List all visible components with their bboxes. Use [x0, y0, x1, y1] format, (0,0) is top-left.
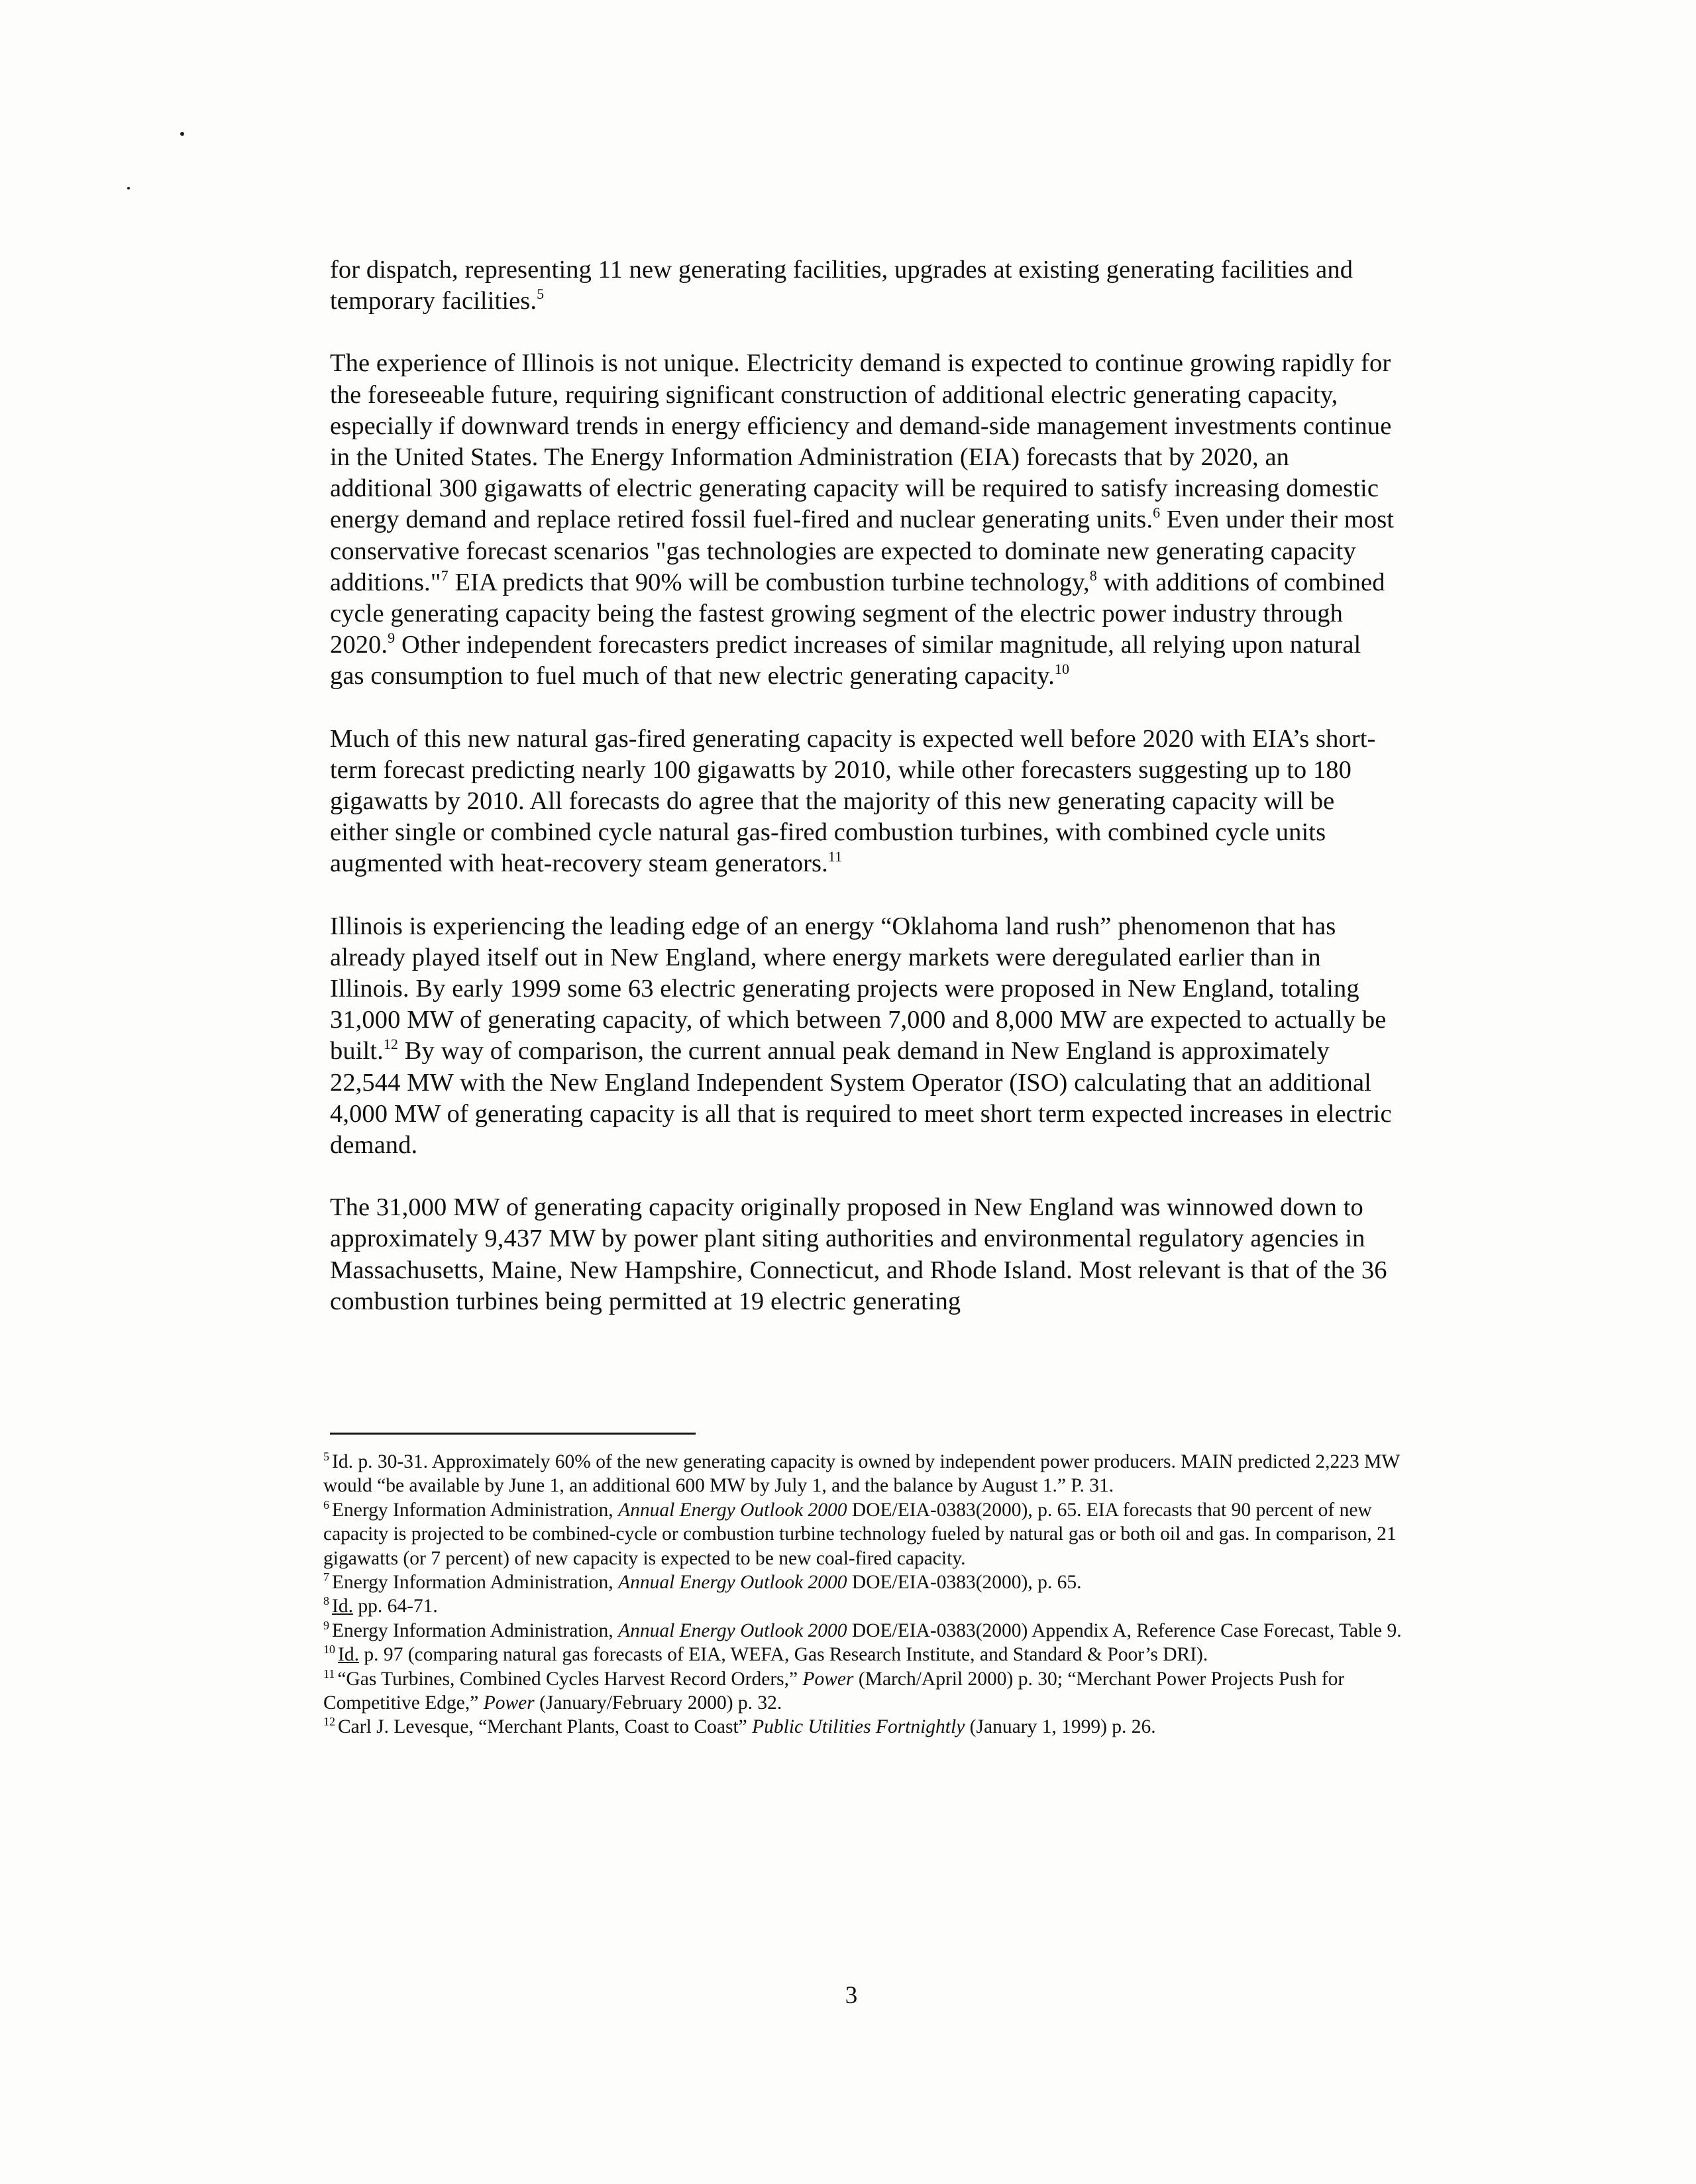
italic-title: Public Utilities Fortnightly: [752, 1716, 965, 1738]
footnote-text: pp. 64-71.: [352, 1596, 438, 1617]
italic-title: Annual Energy Outlook 2000: [618, 1499, 847, 1521]
italic-title: Annual Energy Outlook 2000: [618, 1619, 847, 1641]
footnote-marker: 12: [323, 1715, 335, 1729]
paragraph-text: Much of this new natural gas-fired generating capacity is expected well before 2020 with EIA’s short-term forecast predicting nearly 100 gigawatts by 2010, while other forecasters suggesting up to 180 gigawatts by 2010. All forecasts do agree that the majority of this new generating capacity will be either single or combined cycle natural gas-fired combustion turbines, with combined cycle units augmented with heat-recovery steam generators.: [330, 724, 1376, 878]
page-number: 3: [845, 1982, 858, 2009]
paragraph-text: EIA predicts that 90% will be combustion turbine technology,: [448, 568, 1090, 596]
paragraph-p1: [330, 254, 1397, 317]
body-text: [330, 254, 1397, 1348]
footnote-marker: 9: [388, 629, 396, 647]
paragraph-p4: [330, 911, 1397, 1162]
footnote-text: DOE/EIA-0383(2000) Appendix A, Reference Case Forecast, Table 9.: [847, 1619, 1402, 1641]
footnote-text: DOE/EIA-0383(2000), p. 65.: [847, 1572, 1082, 1594]
footnote-text: Carl J. Levesque, “Merchant Plants, Coast to Coast”: [338, 1716, 753, 1738]
footnote-marker: 6: [1153, 504, 1161, 521]
footnote-text: p. 97 (comparing natural gas forecasts of EIA, WEFA, Gas Research Institute, and Standard & Poor’s DRI).: [358, 1644, 1208, 1666]
paragraph-p3: [330, 724, 1397, 880]
paragraph-text: The 31,000 MW of generating capacity originally proposed in New England was winnowed down to approximately 9,437 MW by power plant siting authorities and environmental regulatory agencies in Massachusetts, Maine, New Hampshire, Connecticut, and Rhode Island. Most relevant is that of the 36 combustion turbines being permitted at 19 electric generating: [330, 1193, 1387, 1315]
footnote-marker: 8: [1089, 567, 1097, 584]
underlined-citation: Id.: [338, 1644, 359, 1666]
footnote-fn12: [323, 1715, 1403, 1739]
footnote-marker: 7: [441, 567, 449, 584]
footnote-marker: 5: [323, 1450, 329, 1463]
paragraph-p5: [330, 1192, 1397, 1317]
paragraph-text: Other independent forecasters predict increases of similar magnitude, all relying upon natural gas consumption to fuel much of that new electric generating capacity.: [330, 631, 1361, 690]
italic-title: Annual Energy Outlook 2000: [618, 1572, 847, 1594]
footnote-fn11: [323, 1667, 1403, 1716]
footnote-text: (January 1, 1999) p. 26.: [965, 1716, 1156, 1738]
footnote-text: “Gas Turbines, Combined Cycles Harvest Record Orders,”: [337, 1668, 803, 1690]
footnote-marker: 9: [323, 1618, 329, 1632]
italic-title: Power: [802, 1668, 854, 1690]
footnote-marker: 6: [323, 1498, 329, 1511]
footnote-fn10: [323, 1643, 1403, 1666]
footnote-fn6: [323, 1498, 1403, 1570]
footnote-separator-rule: [330, 1433, 696, 1435]
scan-speck: [127, 187, 130, 190]
footnote-text: (March/April 2000) p. 30; “Merchant Power Projects Push for Competitive Edge,”: [323, 1668, 1345, 1714]
paragraph-text: with additions of combined cycle generating capacity being the fastest growing segment of the electric power industry through 2020.: [330, 568, 1385, 659]
paragraph-text: By way of comparison, the current annual peak demand in New England is approximately 22,544 MW with the New England Independent System Operator (ISO) calculating that an additional 4,000 MW of generating capacity is all that is required to meet short term expected increases in electric demand.: [330, 1037, 1392, 1160]
paragraph-p2: [330, 348, 1397, 692]
scan-speck: [180, 132, 184, 136]
footnote-fn5: [323, 1450, 1403, 1498]
footnote-marker: 10: [1054, 661, 1070, 678]
footnote-text: Energy Information Administration,: [332, 1572, 619, 1594]
footnote-marker: 11: [827, 848, 843, 865]
paragraph-text: for dispatch, representing 11 new generating facilities, upgrades at existing generating facilities and temporary facilities.: [330, 256, 1353, 315]
footnote-fn7: [323, 1570, 1403, 1594]
underlined-citation: Id.: [332, 1596, 353, 1617]
footnote-marker: 12: [383, 1036, 399, 1053]
footnote-marker: 5: [537, 286, 545, 303]
paragraph-text: Illinois is experiencing the leading edge of an energy “Oklahoma land rush” phenomenon that has already played itself out in New England, where energy markets were deregulated earlier than in Illinois. By early 1999 some 63 electric generating projects were proposed in New England, totaling 31,000 MW of generating capacity, of which between 7,000 and 8,000 MW are expected to actually be built.: [330, 912, 1387, 1065]
italic-title: Power: [483, 1692, 535, 1714]
footnote-marker: 8: [323, 1594, 329, 1608]
footnote-text: DOE/EIA-0383(2000), p. 65. EIA forecasts that 90 percent of new capacity is projected to be combined-cycle or combustion turbine technology fueled by natural gas or both oil and gas. In comparison, 21 gigawatts (or 7 percent) of new capacity is expected to be new coal-fired capacity.: [323, 1499, 1397, 1569]
footnote-text: Energy Information Administration,: [332, 1499, 619, 1521]
footnote-text: (January/February 2000) p. 32.: [534, 1692, 782, 1714]
footnote-marker: 7: [323, 1570, 329, 1584]
footnote-text: Energy Information Administration,: [332, 1619, 619, 1641]
footnote-marker: 10: [323, 1643, 335, 1657]
paragraph-text: The experience of Illinois is not unique. Electricity demand is expected to continue growing rapidly for the foreseeable future, requiring significant construction of additional electric generating capacity, especially if downward trends in energy efficiency and demand-side management investments continue in the United States. The Energy Information Administration (EIA) forecasts that by 2020, an additional 300 gigawatts of electric generating capacity will be required to satisfy increasing domestic energy demand and replace retired fossil fuel-fired and nuclear generating units.: [330, 349, 1392, 534]
footnote-fn8: [323, 1594, 1403, 1618]
footnote-fn9: [323, 1619, 1403, 1643]
paragraph-text: Even under their most conservative forecast scenarios "gas technologies are expected to dominate new generating capacity additions.": [330, 506, 1395, 596]
footnote-marker: 11: [323, 1666, 335, 1680]
footnotes: [323, 1450, 1403, 1739]
footnote-text: Id. p. 30-31. Approximately 60% of the new generating capacity is owned by independent power producers. MAIN predicted 2,223 MW would “be available by June 1, an additional 600 MW by July 1, and the balance by August 1.” P. 31.: [323, 1451, 1400, 1497]
